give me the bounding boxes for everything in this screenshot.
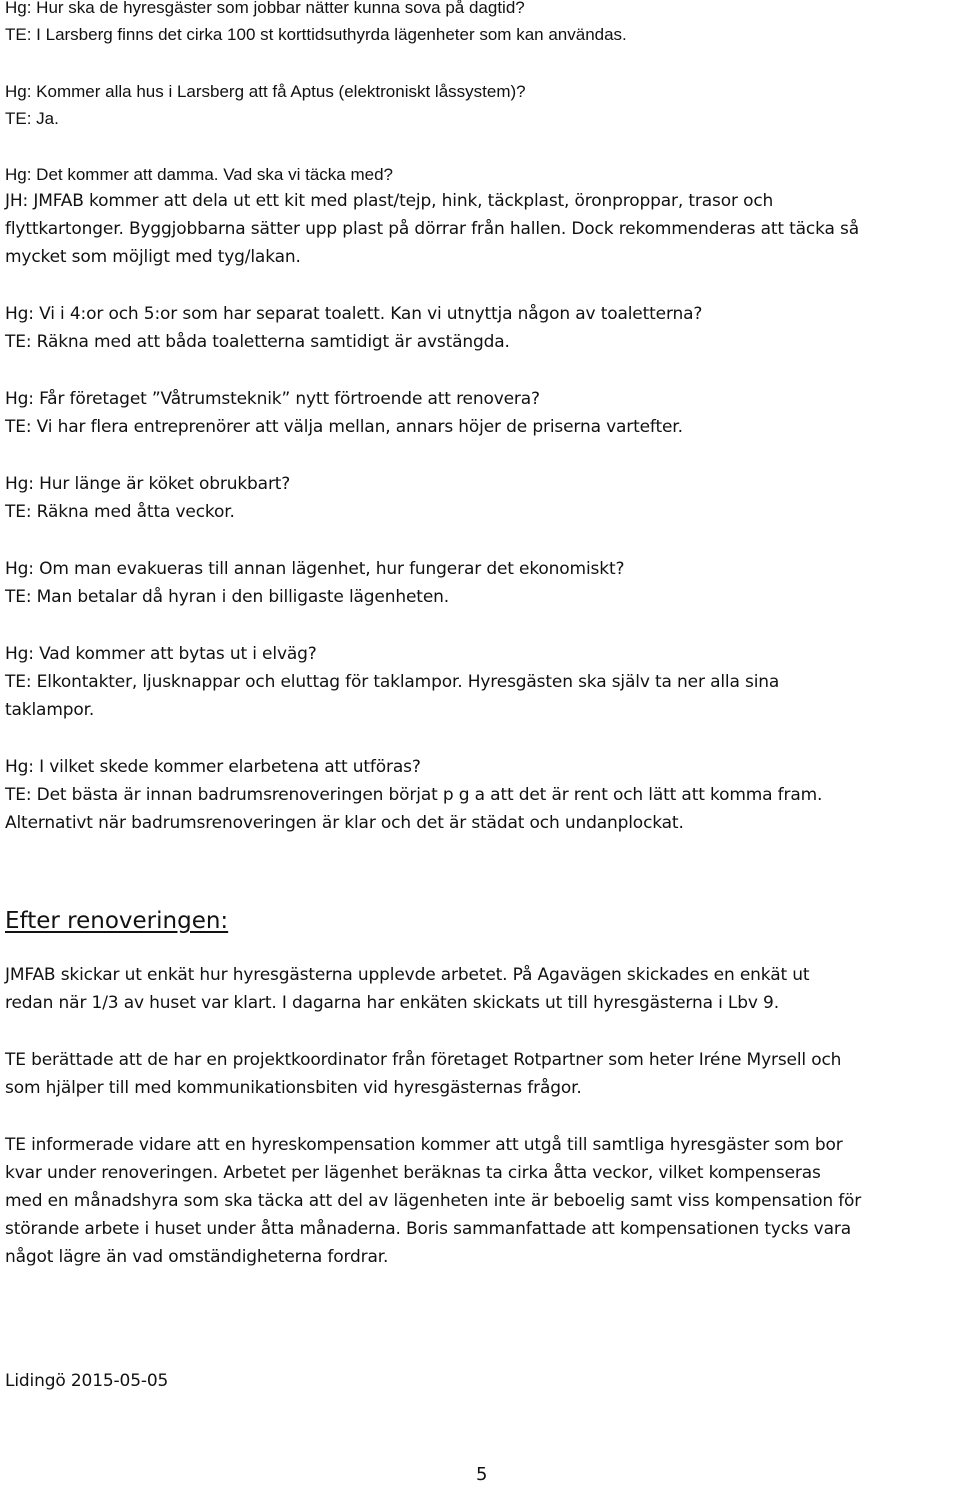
text-line: TE: Elkontakter, ljusknappar och eluttag för taklampor. Hyresgästen ska själv ta ner alla sina — [5, 672, 780, 692]
text-line: TE: Räkna med åtta veckor. — [5, 502, 235, 522]
text-line: TE: Man betalar då hyran i den billigaste lägenheten. — [5, 587, 450, 607]
text-line: kvar under renoveringen. Arbetet per lägenhet beräknas ta cirka åtta veckor, vilket kompenseras — [5, 1163, 821, 1183]
text-line: TE informerade vidare att en hyreskompensation kommer att utgå till samtliga hyresgäster som bor — [5, 1135, 843, 1155]
text-line: med en månadshyra som ska täcka att del av lägenheten inte är beboelig samt viss kompensation för — [5, 1191, 862, 1211]
text-line: taklampor. — [5, 700, 95, 720]
text-line: Hg: Kommer alla hus i Larsberg att få Aptus (elektroniskt låssystem)? — [5, 82, 526, 101]
text-line: Alternativt när badrumsrenoveringen är klar och det är städat och undanplockat. — [5, 813, 684, 833]
place-date: Lidingö 2015-05-05 — [5, 1371, 169, 1391]
text-line: störande arbete i huset under åtta månaderna. Boris sammanfattade att kompensationen tycks vara — [5, 1219, 851, 1239]
text-line: Hg: Vad kommer att bytas ut i elväg? — [5, 644, 317, 664]
page-number: 5 — [476, 1464, 488, 1485]
text-line: Hg: Hur länge är köket obrukbart? — [5, 474, 291, 494]
text-line: TE berättade att de har en projektkoordinator från företaget Rotpartner som heter Iréne Myrsell och — [5, 1050, 842, 1070]
text-line: flyttkartonger. Byggjobbarna sätter upp plast på dörrar från hallen. Dock rekommenderas att täcka så — [5, 219, 860, 239]
text-line: JMFAB skickar ut enkät hur hyresgästerna upplevde arbetet. På Agavägen skickades en enkät ut — [5, 965, 810, 985]
text-line: redan när 1/3 av huset var klart. I dagarna har enkäten skickats ut till hyresgästerna i Lbv 9. — [5, 993, 779, 1013]
text-line: TE: Räkna med att båda toaletterna samtidigt är avstängda. — [5, 332, 510, 352]
text-line: Hg: Om man evakueras till annan lägenhet, hur fungerar det ekonomiskt? — [5, 559, 625, 579]
text-line: som hjälper till med kommunikationsbiten vid hyresgästernas frågor. — [5, 1078, 582, 1098]
text-line: Hg: Hur ska de hyresgäster som jobbar nätter kunna sova på dagtid? — [5, 0, 525, 17]
text-line: TE: Ja. — [5, 109, 59, 128]
text-line: TE: Det bästa är innan badrumsrenoveringen börjat p g a att det är rent och lätt att komma fram. — [5, 785, 823, 805]
section-heading: Efter renoveringen: — [5, 908, 229, 934]
text-line: Hg: Det kommer att damma. Vad ska vi täcka med? — [5, 165, 393, 184]
text-line: Hg: I vilket skede kommer elarbetena att utföras? — [5, 757, 421, 777]
text-line: JH: JMFAB kommer att dela ut ett kit med plast/tejp, hink, täckplast, öronproppar, trasor och — [5, 191, 774, 211]
text-line: Hg: Får företaget ”Våtrumsteknik” nytt förtroende att renovera? — [5, 389, 540, 409]
text-line: TE: I Larsberg finns det cirka 100 st korttidsuthyrda lägenheter som kan användas. — [5, 25, 627, 44]
text-line: mycket som möjligt med tyg/lakan. — [5, 247, 301, 267]
text-line: Hg: Vi i 4:or och 5:or som har separat toalett. Kan vi utnyttja någon av toaletterna? — [5, 304, 703, 324]
text-line: något lägre än vad omständigheterna fordrar. — [5, 1247, 389, 1267]
text-line: TE: Vi har flera entreprenörer att välja mellan, annars höjer de priserna vartefter. — [5, 417, 683, 437]
